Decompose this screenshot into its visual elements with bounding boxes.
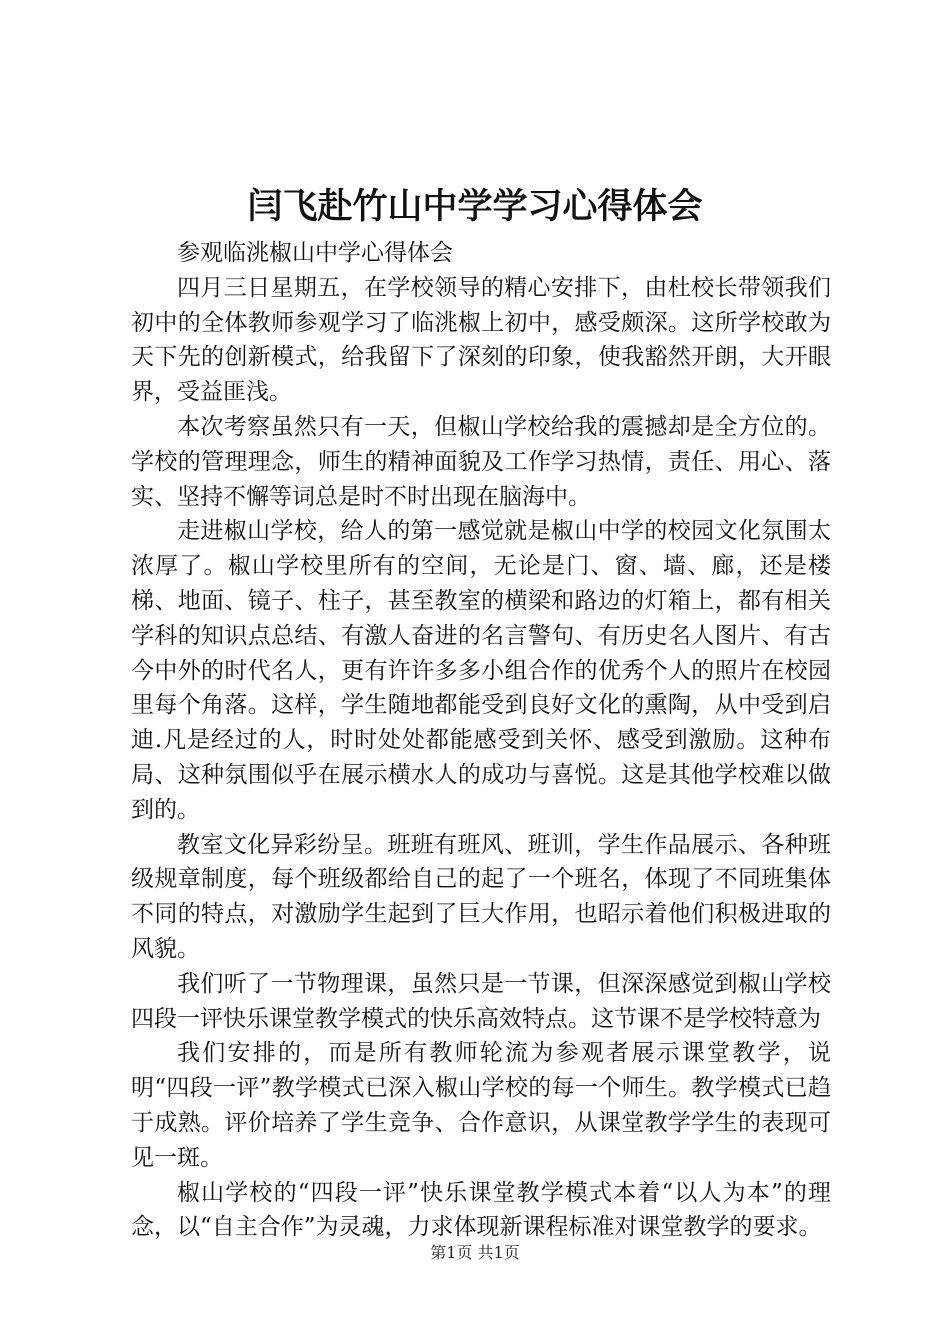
paragraph: 四月三日星期五，在学校领导的精心安排下，由杜校长带领我们初中的全体教师参观学习了临洮椒上初中，感受颇深。这所学校敢为天下先的创新模式，给我留下了深刻的印象，使我豁然开朗，大开眼界，受益匪浅。 bbox=[131, 274, 831, 406]
paragraph: 本次考察虽然只有一天，但椒山学校给我的震撼却是全方位的。学校的管理理念，师生的精神面貌及工作学习热情，责任、用心、落实、坚持不懈等词总是时不时出现在脑海中。 bbox=[131, 413, 831, 510]
paragraph: 走进椒山学校，给人的第一感觉就是椒山中学的校园文化氛围太浓厚了。椒山学校里所有的空间，无论是门、窗、墙、廊，还是楼梯、地面、镜子、柱子，甚至教室的横梁和路边的灯箱上，都有相关学科的知识点总结、有激人奋进的名言警句、有历史名人图片、有古今中外的时代名人，更有许许多多小组合作的优秀个人的照片在校园里每个角落。这样，学生随地都能受到良好文化的熏陶，从中受到启迪.凡是经过的人，时时处处都能感受到关怀、感受到激励。这种布局、这种氛围似乎在展示横水人的成功与喜悦。这是其他学校难以做到的。 bbox=[131, 518, 831, 823]
paragraph: 教室文化异彩纷呈。班班有班风、班训，学生作品展示、各种班级规章制度，每个班级都给自己的起了一个班名，体现了不同班集体不同的特点，对激励学生起到了巨大作用，也昭示着他们积极进取的风貌。 bbox=[131, 831, 831, 962]
paragraph: 我们听了一节物理课，虽然只是一节课，但深深感觉到椒山学校四段一评快乐课堂教学模式的快乐高效特点。这节课不是学校特意为 bbox=[131, 970, 831, 1032]
paragraph: 椒山学校的“四段一评”快乐课堂教学模式本着“以人为本”的理念，以“自主合作”为灵魂，力求体现新课程标准对课堂教学的要求。 bbox=[131, 1179, 831, 1241]
document-body bbox=[131, 236, 831, 1245]
paragraph: 我们安排的，而是所有教师轮流为参观者展示课堂教学，说明“四段一评”教学模式已深入椒山学校的每一个师生。教学模式已趋于成熟。评价培养了学生竞争、合作意识，从课堂教学学生的表现可见一斑。 bbox=[131, 1040, 831, 1171]
document-title: 闫飞赴竹山中学学习心得体会 bbox=[247, 187, 703, 227]
paragraph-subtitle: 参观临洮椒山中学心得体会 bbox=[177, 240, 453, 266]
page-footer: 第1页 共1页 bbox=[430, 1243, 520, 1262]
